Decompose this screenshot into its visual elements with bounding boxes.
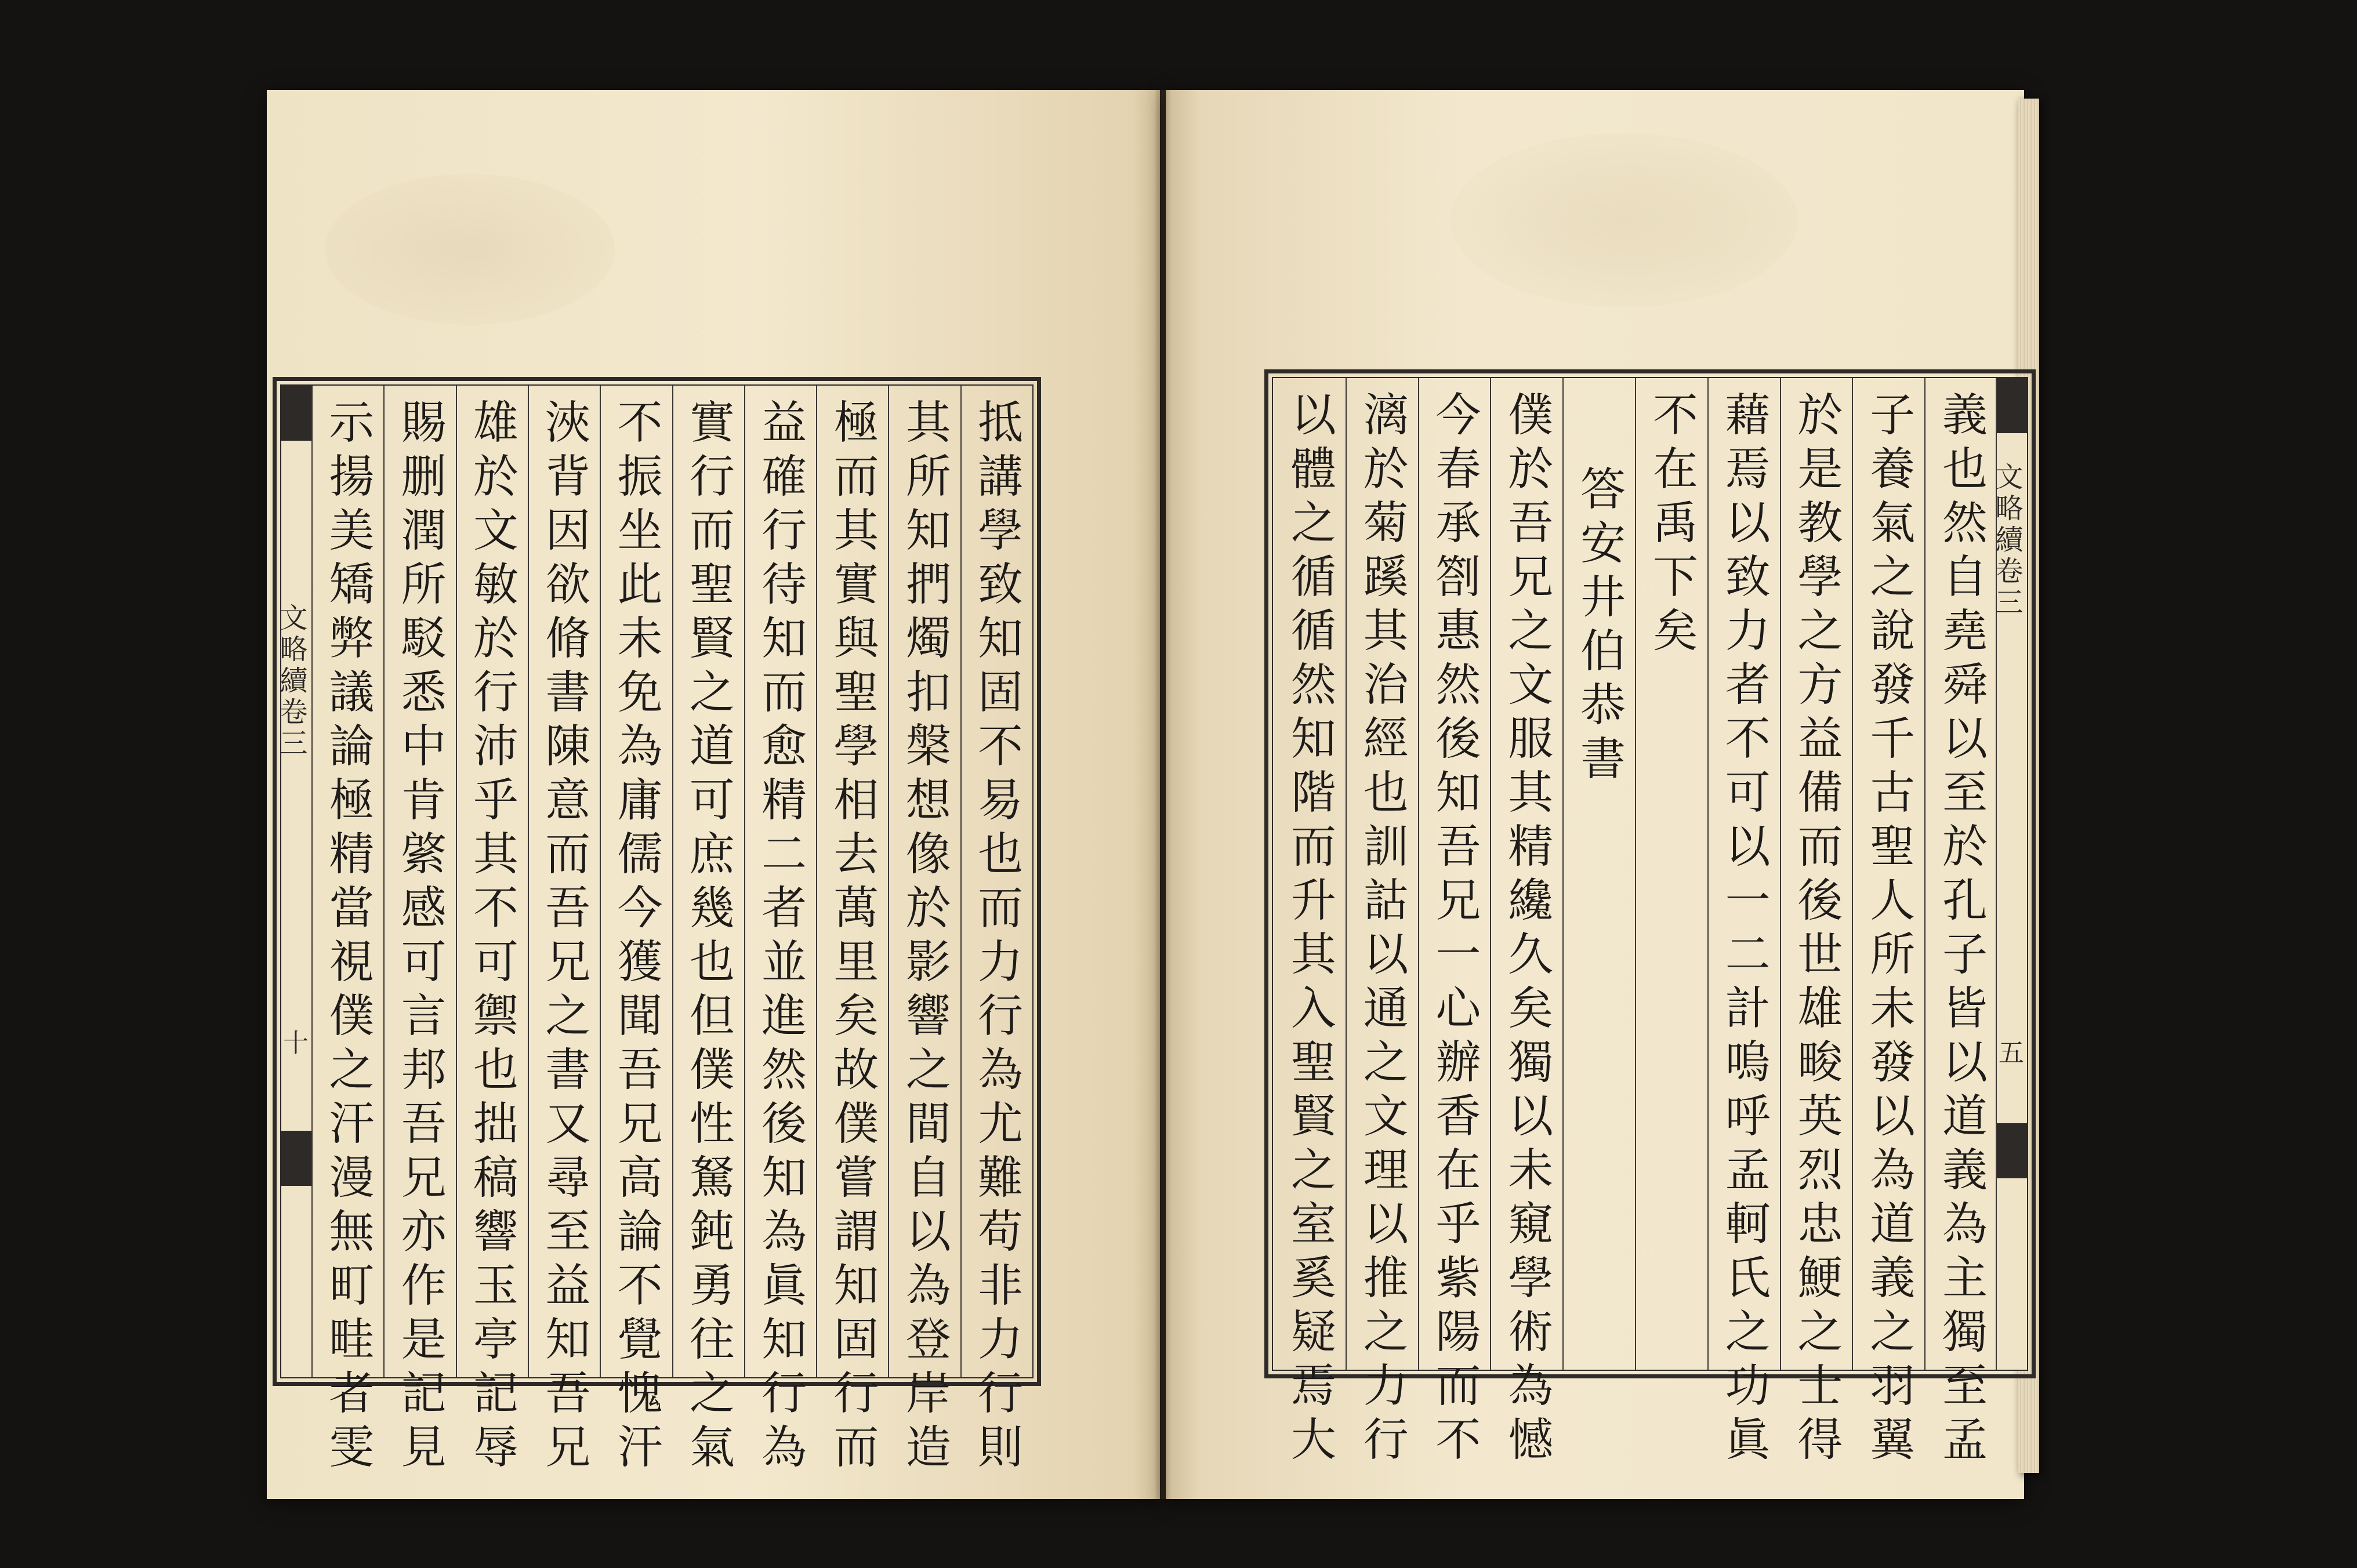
text-column [1273, 378, 1346, 1469]
text-column [311, 386, 383, 1477]
column-text: 藉焉以致力者不可以一二計嗚呼孟軻氏之功眞 [1717, 391, 1770, 1469]
text-column [456, 386, 528, 1477]
column-text: 僕於吾兄之文服其精纔久矣獨以未窺學術為憾 [1500, 391, 1553, 1469]
column-text: 雄於文敏於行沛乎其不可禦也拙稿響玉亭記辱 [465, 398, 518, 1477]
text-column [1852, 378, 1924, 1469]
left-banxin [275, 386, 313, 1377]
text-column [1346, 378, 1418, 1469]
right-text-columns [1273, 378, 1997, 1469]
banxin-title: 文略續卷三 [1990, 462, 2023, 619]
column-text: 益確行待知而愈精二者並進然後知為眞知行為 [754, 398, 807, 1477]
fishtail-mark [1997, 378, 2027, 433]
column-text: 實行而聖賢之道可庶幾也但僕性駑鈍勇往之氣 [681, 398, 734, 1477]
column-text: 賜删潤所駁悉中肯綮感可言邦吾兄亦作是記見 [393, 398, 446, 1477]
fishtail-mark [281, 1131, 311, 1186]
text-column [1924, 378, 1997, 1469]
banxin-page-number: 五 [1994, 1039, 2024, 1065]
text-column [1490, 378, 1562, 1469]
column-text: 示揚美矯弊議論極精當視僕之汗漫無町畦者雯 [321, 398, 374, 1477]
column-text: 以體之循循然知階而升其入聖賢之室奚疑焉大 [1283, 391, 1336, 1469]
text-column [1635, 378, 1707, 1370]
column-text: 於是教學之方益備而後世雄畯英烈忠鯁之士得 [1790, 391, 1843, 1469]
text-column [1562, 378, 1635, 1370]
text-column [1418, 378, 1491, 1469]
column-text: 不在禹下矣 [1645, 391, 1698, 660]
right-banxin [1990, 378, 2027, 1370]
text-column [672, 386, 744, 1477]
book-gutter [1154, 90, 1172, 1499]
banxin-page-number: 十 [278, 1029, 308, 1055]
text-column [528, 386, 600, 1477]
left-text-columns [311, 386, 1032, 1477]
column-text: 義也然自堯舜以至於孔子皆以道義為主獨至孟 [1935, 391, 1987, 1469]
fishtail-mark [281, 386, 311, 441]
paper-stain [325, 174, 615, 325]
paper-stain [1450, 133, 1798, 307]
right-text-frame [1264, 369, 2036, 1469]
column-text: 不振坐此未免為庸儒今獲聞吾兄高論不覺愧汗 [610, 398, 662, 1477]
text-column [1707, 378, 1780, 1469]
column-text: 漓於菊蹊其治經也訓詁以通之文理以推之力行 [1355, 391, 1408, 1469]
text-column [816, 386, 888, 1477]
column-text: 極而其實與聖學相去萬里矣故僕嘗謂知固行而 [826, 398, 879, 1477]
text-column [888, 386, 960, 1477]
text-column [1780, 378, 1852, 1469]
left-text-frame [273, 377, 1041, 1477]
banxin-title: 文略續卷三 [275, 603, 307, 760]
fishtail-mark [1997, 1123, 2027, 1178]
text-column [744, 386, 816, 1477]
column-text: 其所知捫燭扣槃想像於影響之間自以為登岸造 [898, 398, 951, 1477]
letter-heading: 答安井伯恭書 [1573, 465, 1626, 789]
text-column [960, 386, 1032, 1477]
column-text: 子養氣之說發千古聖人所未發以為道義之羽翼 [1862, 391, 1915, 1469]
column-text: 抵講學致知固不易也而力行為尤難苟非力行則 [970, 398, 1022, 1477]
column-text: 今春承劄惠然後知吾兄一心辦香在乎紫陽而不 [1428, 391, 1481, 1469]
text-column [383, 386, 455, 1477]
column-text: 浹背因欲脩書陳意而吾兄之書又尋至益知吾兄 [538, 398, 590, 1477]
text-column [600, 386, 672, 1477]
